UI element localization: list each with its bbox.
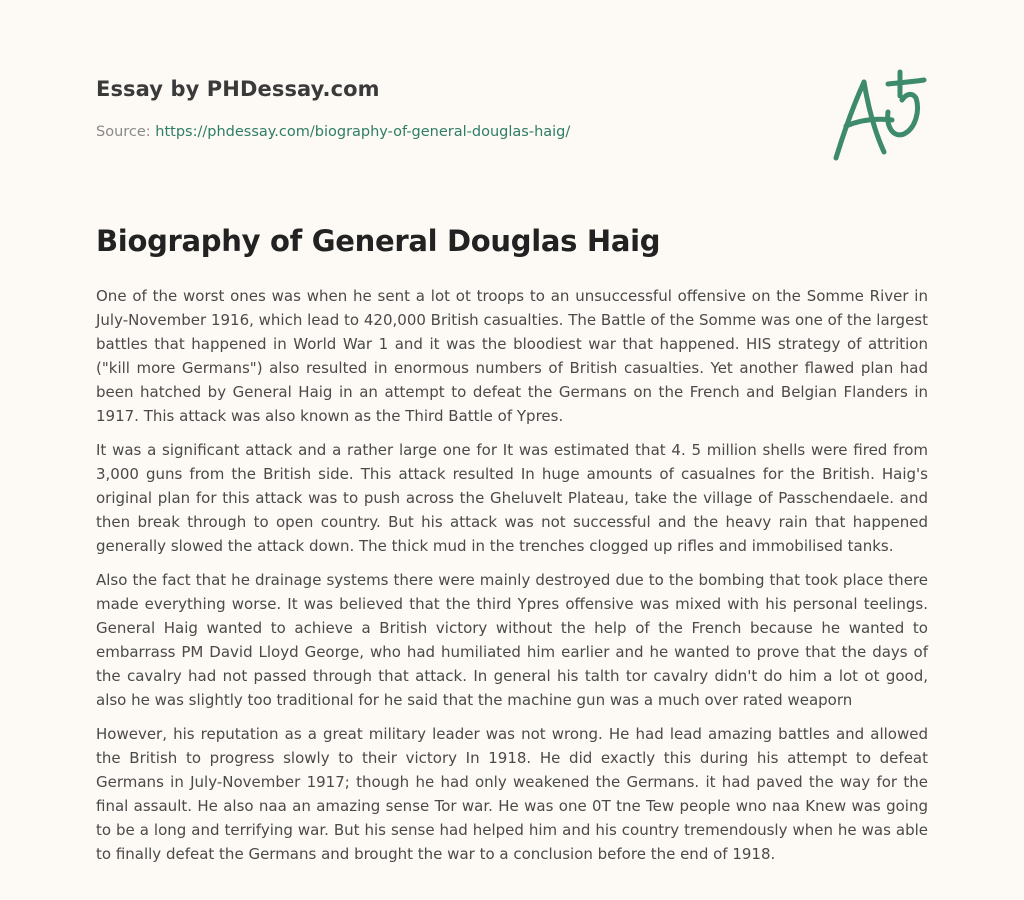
a-plus-logo-icon [830,66,930,166]
source-link[interactable]: https://phdessay.com/biography-of-general-douglas-haig/ [155,124,571,140]
essay-paragraph: It was a significant attack and a rather large one for It was estimated that 4. 5 million shells were fired from 3,000 guns from the British side. This attack resulted In huge amounts of casualnes for the British. Haig's original plan for this attack was to push across the Gheluvelt Plateau, take the village of Passchendaele. and then break through to open country. But his attack was not successful and the heavy rain that happened generally slowed the attack down. The thick mud in the trenches clogged up rifles and immobilised tanks. [96,441,928,555]
essay-title: Biography of General Douglas Haig [96,224,661,258]
essay-body [96,284,928,876]
source-line [96,124,570,140]
essay-paragraph: However, his reputation as a great military leader was not wrong. He had lead amazing battles and allowed the British to progress slowly to their victory In 1918. He did exactly this during his attempt to defeat Germans in July-November 1917; though he had only weakened the Germans. it had paved the way for the final assault. He also naa an amazing sense Tor war. He was one 0T tne Tew people wno naa Knew was going to be a long and terrifying war. But his sense had helped him and his country tremendously when he was able to finally defeat the Germans and brought the war to a conclusion before the end of 1918. [96,725,928,863]
source-label: Source: [96,124,151,140]
essay-page [96,0,928,900]
essay-paragraph: One of the worst ones was when he sent a lot ot troops to an unsuccessful offensive on the Somme River in July-November 1916, which lead to 420,000 British casualties. The Battle of the Somme was one of the largest battles that happened in World War 1 and it was the bloodiest war that happened. HIS strategy of attrition ("kill more Germans") also resulted in enormous numbers of British casualties. Yet another flawed plan had been hatched by General Haig in an attempt to defeat the Germans on the French and Belgian Flanders in 1917. This attack was also known as the Third Battle of Ypres. [96,287,928,425]
site-brand: Essay by PHDessay.com [96,77,380,101]
essay-paragraph: Also the fact that he drainage systems there were mainly destroyed due to the bombing that took place there made everything worse. It was believed that the third Ypres offensive was mixed with his personal teelings. General Haig wanted to achieve a British victory without the help of the French because he wanted to embarrass PM David Lloyd George, who had humiliated him earlier and he wanted to prove that the days of the cavalry had not passed through that attack. In general his talth tor cavalry didn't do him a lot ot good, also he was slightly too traditional for he said that the machine gun was a much over rated weaporn [96,571,928,709]
